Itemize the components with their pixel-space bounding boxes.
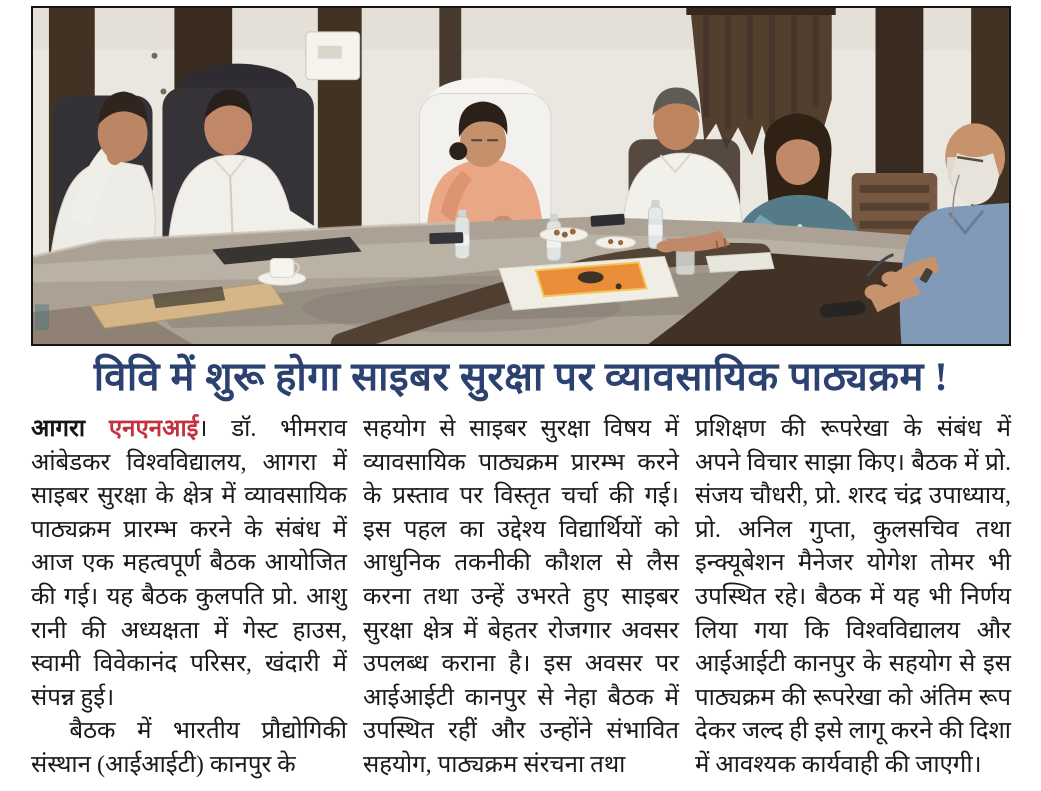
- newsprint-wash: [33, 8, 1009, 344]
- meeting-photo-illustration: [33, 8, 1009, 344]
- column-2: [363, 413, 679, 783]
- column-3: [695, 413, 1011, 783]
- lead-paragraph-text: डॉ. भीमराव आंबेडकर विश्वविद्यालय, आगरा में साइबर सुरक्षा के क्षेत्र में व्यावसायिक पाठ्यक्रम प्रारम्भ करने के संबंध में आज एक महत्वपूर्ण बैठक आयोजित की गई। यह बैठक कुलपति प्रो. आशु रानी की अध्यक्षता में गेस्ट हाउस, स्वामी विवेकानंद परिसर, खंदारी में संपन्न हुई।: [31, 416, 347, 711]
- article-body: [31, 413, 1011, 783]
- lead-paragraph: [31, 413, 347, 715]
- headline: विवि में शुरू होगा साइबर सुरक्षा पर व्यावसायिक पाठ्यक्रम !: [93, 354, 949, 399]
- dateline-separator: ।: [198, 416, 232, 442]
- paragraph: प्रशिक्षण की रूपरेखा के संबंध में अपने विचार साझा किए। बैठक में प्रो. संजय चौधरी, प्रो. शरद चंद्र उपाध्याय, प्रो. अनिल गुप्ता, कुलसचिव तथा इन्क्यूबेशन मैनेजर योगेश तोमर भी उपस्थित रहे। बैठक में यह भी निर्णय लिया गया कि विश्वविद्यालय और आईआईटी कानपुर के सहयोग से इस पाठ्यक्रम की रूपरेखा को अंतिम रूप देकर जल्द ही इसे लागू करने की दिशा में आवश्यक कार्यवाही की जाएगी।: [695, 416, 1011, 778]
- dateline-agency: एनएनआई: [108, 416, 199, 442]
- paragraph: बैठक में भारतीय प्रौद्योगिकी संस्थान (आईआईटी) कानपुर के: [31, 718, 347, 778]
- dateline-location: आगरा: [31, 416, 86, 442]
- meeting-photo: [31, 6, 1011, 346]
- column-1: [31, 413, 347, 783]
- paragraph: सहयोग से साइबर सुरक्षा विषय में व्यावसायिक पाठ्यक्रम प्रारम्भ करने के प्रस्ताव पर विस्तृत चर्चा की गई। इस पहल का उद्देश्य विद्यार्थियों को आधुनिक तकनीकी कौशल से लैस करना तथा उन्हें उभरते हुए साइबर सुरक्षा क्षेत्र में बेहतर रोजगार अवसर उपलब्ध कराना है। इस अवसर पर आईआईटी कानपुर से नेहा बैठक में उपस्थित रहीं और उन्होंने संभावित सहयोग, पाठ्यक्रम संरचना तथा: [363, 416, 679, 778]
